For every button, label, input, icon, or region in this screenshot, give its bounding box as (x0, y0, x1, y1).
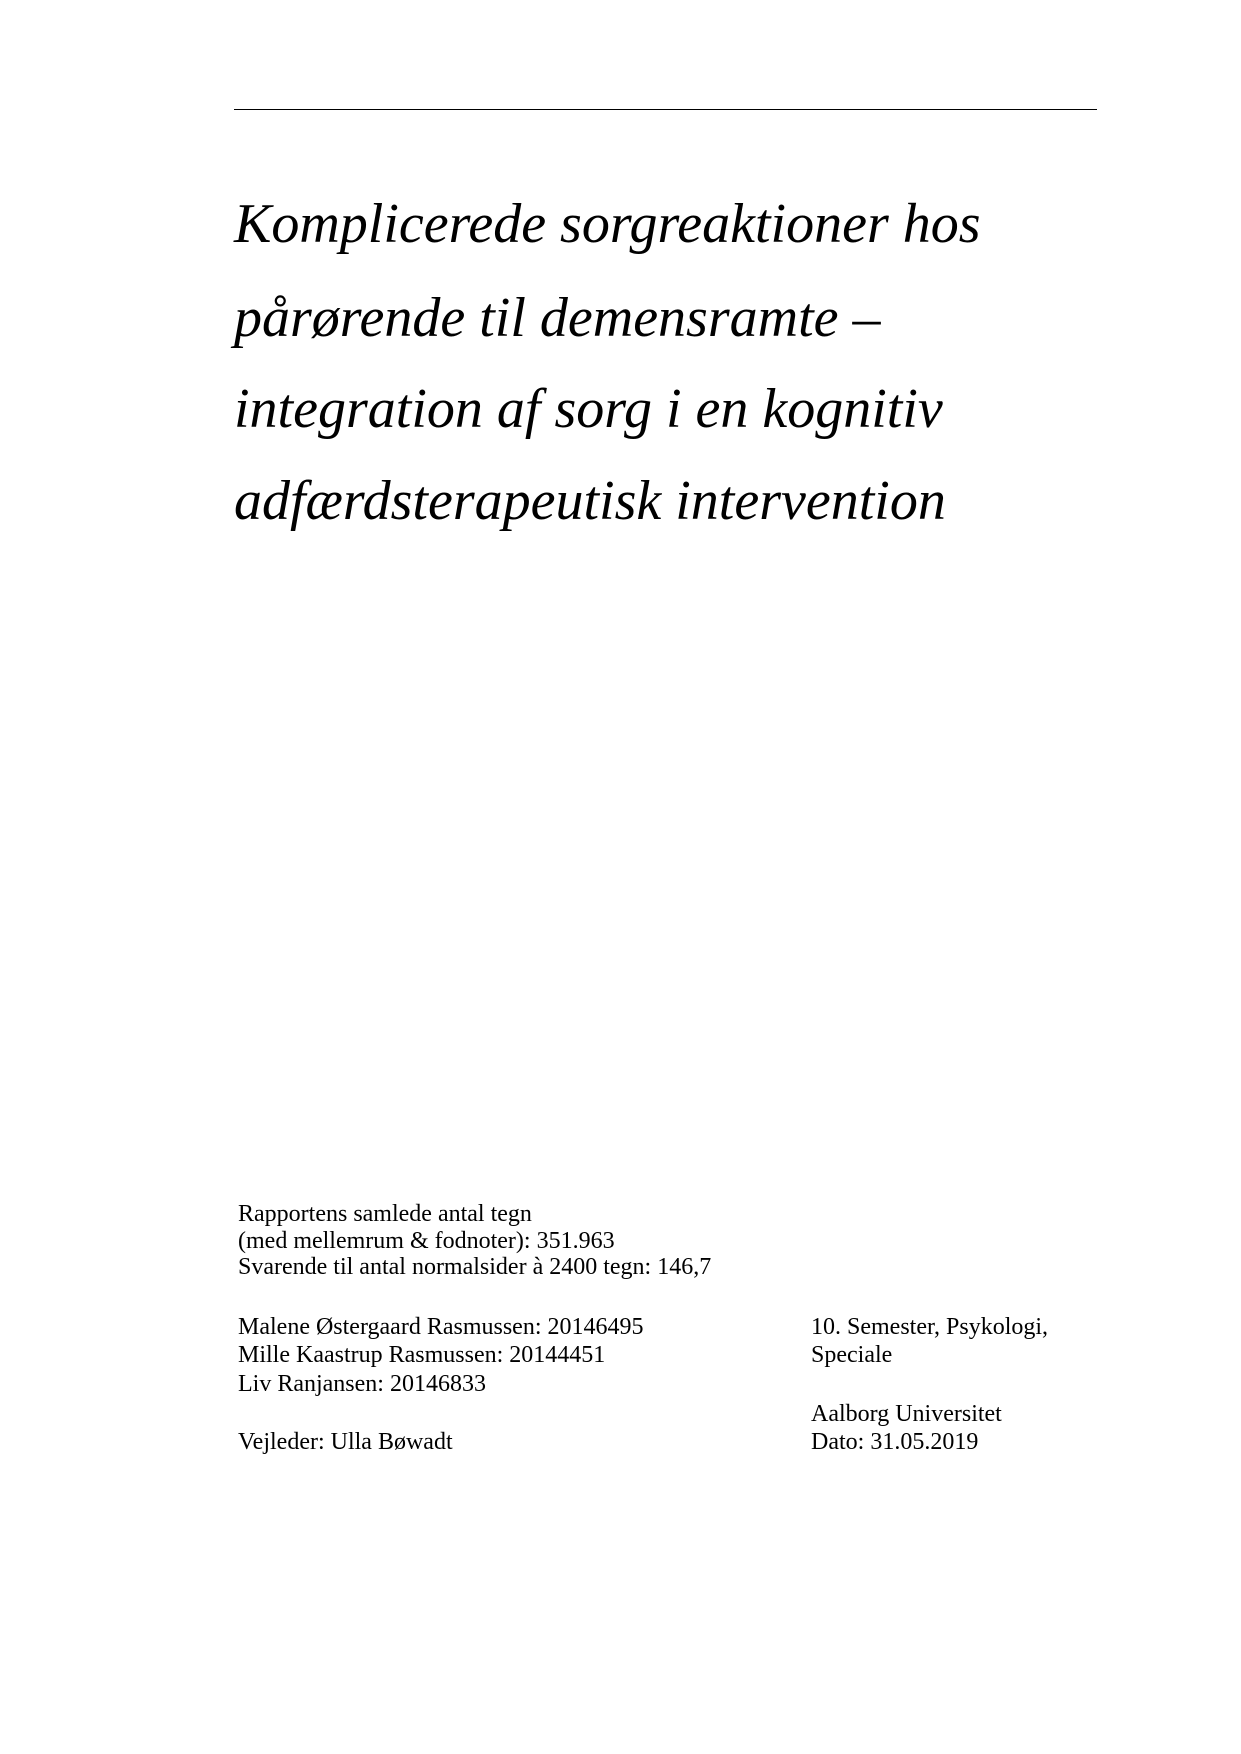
character-count-label: Rapportens samlede antal tegn (238, 1201, 532, 1227)
top-horizontal-rule (234, 109, 1097, 110)
normal-pages-value: Svarende til antal normalsider à 2400 tegn: 146,7 (238, 1254, 712, 1280)
character-count-value: (med mellemrum & fodnoter): 351.963 (238, 1228, 615, 1254)
author-3: Liv Ranjansen: 20146833 (238, 1371, 486, 1397)
title-line-4: adfærdsterapeutisk intervention (234, 470, 946, 532)
author-2: Mille Kaastrup Rasmussen: 20144451 (238, 1342, 606, 1368)
date: Dato: 31.05.2019 (811, 1429, 979, 1455)
author-1: Malene Østergaard Rasmussen: 20146495 (238, 1314, 644, 1340)
course-line-2: Speciale (811, 1342, 893, 1368)
title-line-3: integration af sorg i en kognitiv (234, 378, 943, 440)
title-line-1: Komplicerede sorgreaktioner hos (234, 193, 981, 255)
university: Aalborg Universitet (811, 1401, 1002, 1427)
course-line-1: 10. Semester, Psykologi, (811, 1314, 1049, 1340)
title-line-2: pårørende til demensramte – (234, 287, 881, 349)
supervisor: Vejleder: Ulla Bøwadt (238, 1429, 453, 1455)
